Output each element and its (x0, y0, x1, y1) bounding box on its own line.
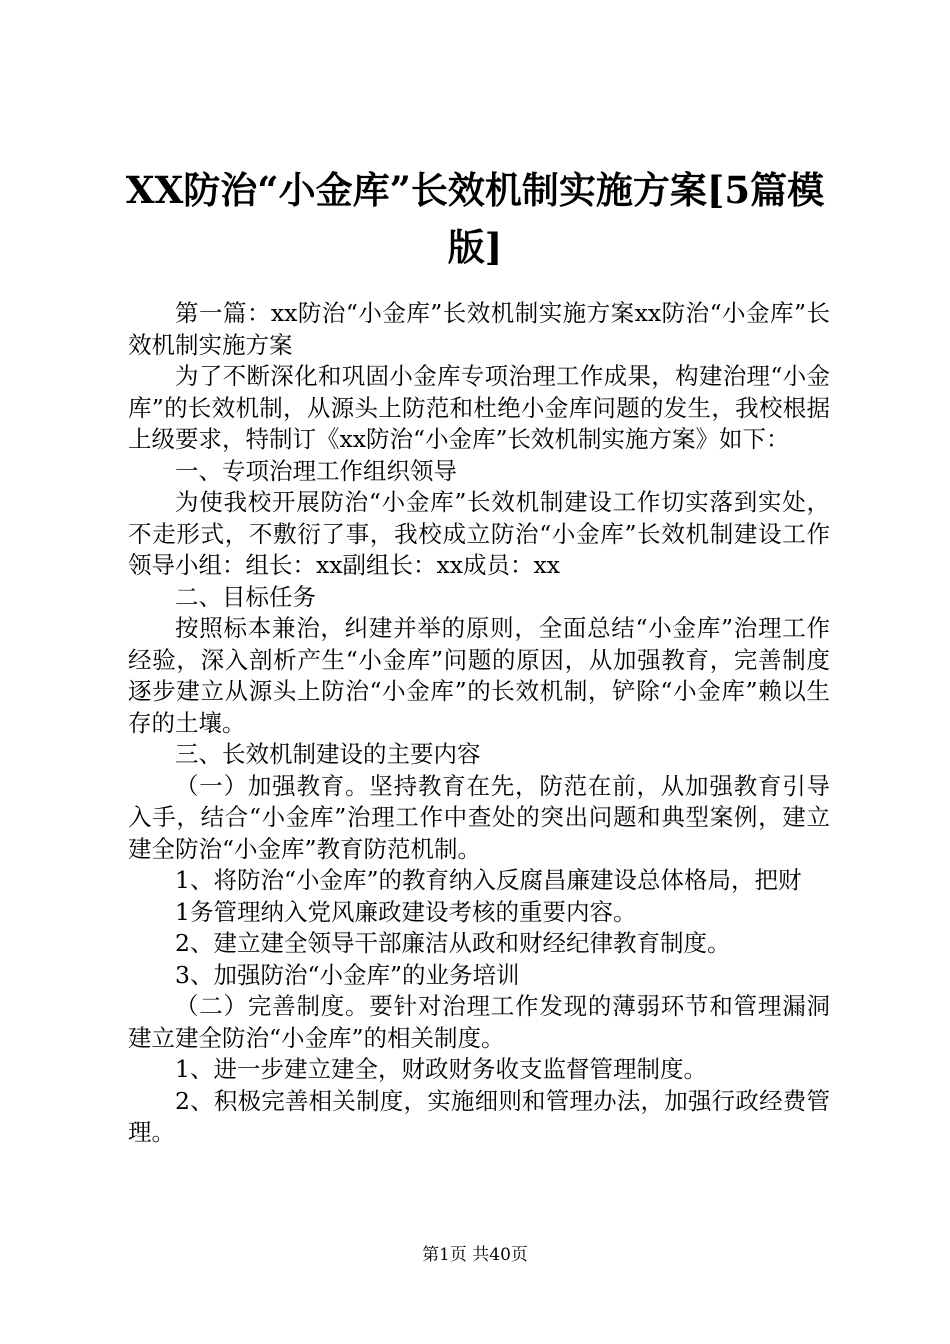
list-item: 3、加强防治“小金库”的业务培训 (175, 960, 520, 989)
page-footer: 第1页 共40页 (422, 1245, 528, 1265)
section-heading: 三、长效机制建设的主要内容 (175, 740, 481, 768)
paragraph: （二）完善制度。要针对治理工作发现的薄弱环节和管理漏洞建立建全防治“小金库”的相关制度。 (128, 992, 830, 1052)
list-item: 2、积极完善相关制度，实施细则和管理办法，加强行政经费管理。 (128, 1086, 830, 1146)
paragraph: 为了不断深化和巩固小金库专项治理工作成果，构建治理“小金库”的长效机制，从源头上防范和杜绝小金库问题的发生，我校根据上级要求，特制订《xx防治“小金库”长效机制实施方案》如下： (128, 362, 830, 453)
paragraph: 为使我校开展防治“小金库”长效机制建设工作切实落到实处，不走形式，不敷衍了事，我校成立防治“小金库”长效机制建设工作领导小组：组长：xx副组长：xx成员：xx (128, 488, 830, 579)
list-item: 2、建立建全领导干部廉洁从政和财经纪律教育制度。 (175, 929, 731, 957)
paragraph: 第一篇：xx防治“小金库”长效机制实施方案xx防治“小金库”长效机制实施方案 (128, 299, 830, 359)
list-item: 1、将防治“小金库”的教育纳入反腐昌廉建设总体格局，把财 (175, 866, 802, 894)
section-heading: 二、目标任务 (175, 582, 316, 611)
list-item: 1、进一步建立建全，财政财务收支监督管理制度。 (175, 1055, 707, 1083)
paragraph: （一）加强教育。坚持教育在先，防范在前，从加强教育引导入手，结合“小金库”治理工作中查处的突出问题和典型案例，建立建全防治“小金库”教育防范机制。 (128, 771, 830, 863)
section-heading: 一、专项治理工作组织领导 (175, 456, 457, 485)
document-title: XX防治“小金库”长效机制实施方案[5篇模版] (125, 168, 825, 269)
list-item: 1务管理纳入党风廉政建设考核的重要内容。 (175, 897, 637, 926)
document-body (128, 298, 830, 1149)
paragraph: 按照标本兼治，纠建并举的原则，全面总结“小金库”治理工作经验，深入剖析产生“小金库”问题的原因，从加强教育，完善制度逐步建立从源头上防治“小金库”的长效机制，铲除“小金库”赖以生存的土壤。 (128, 614, 830, 737)
